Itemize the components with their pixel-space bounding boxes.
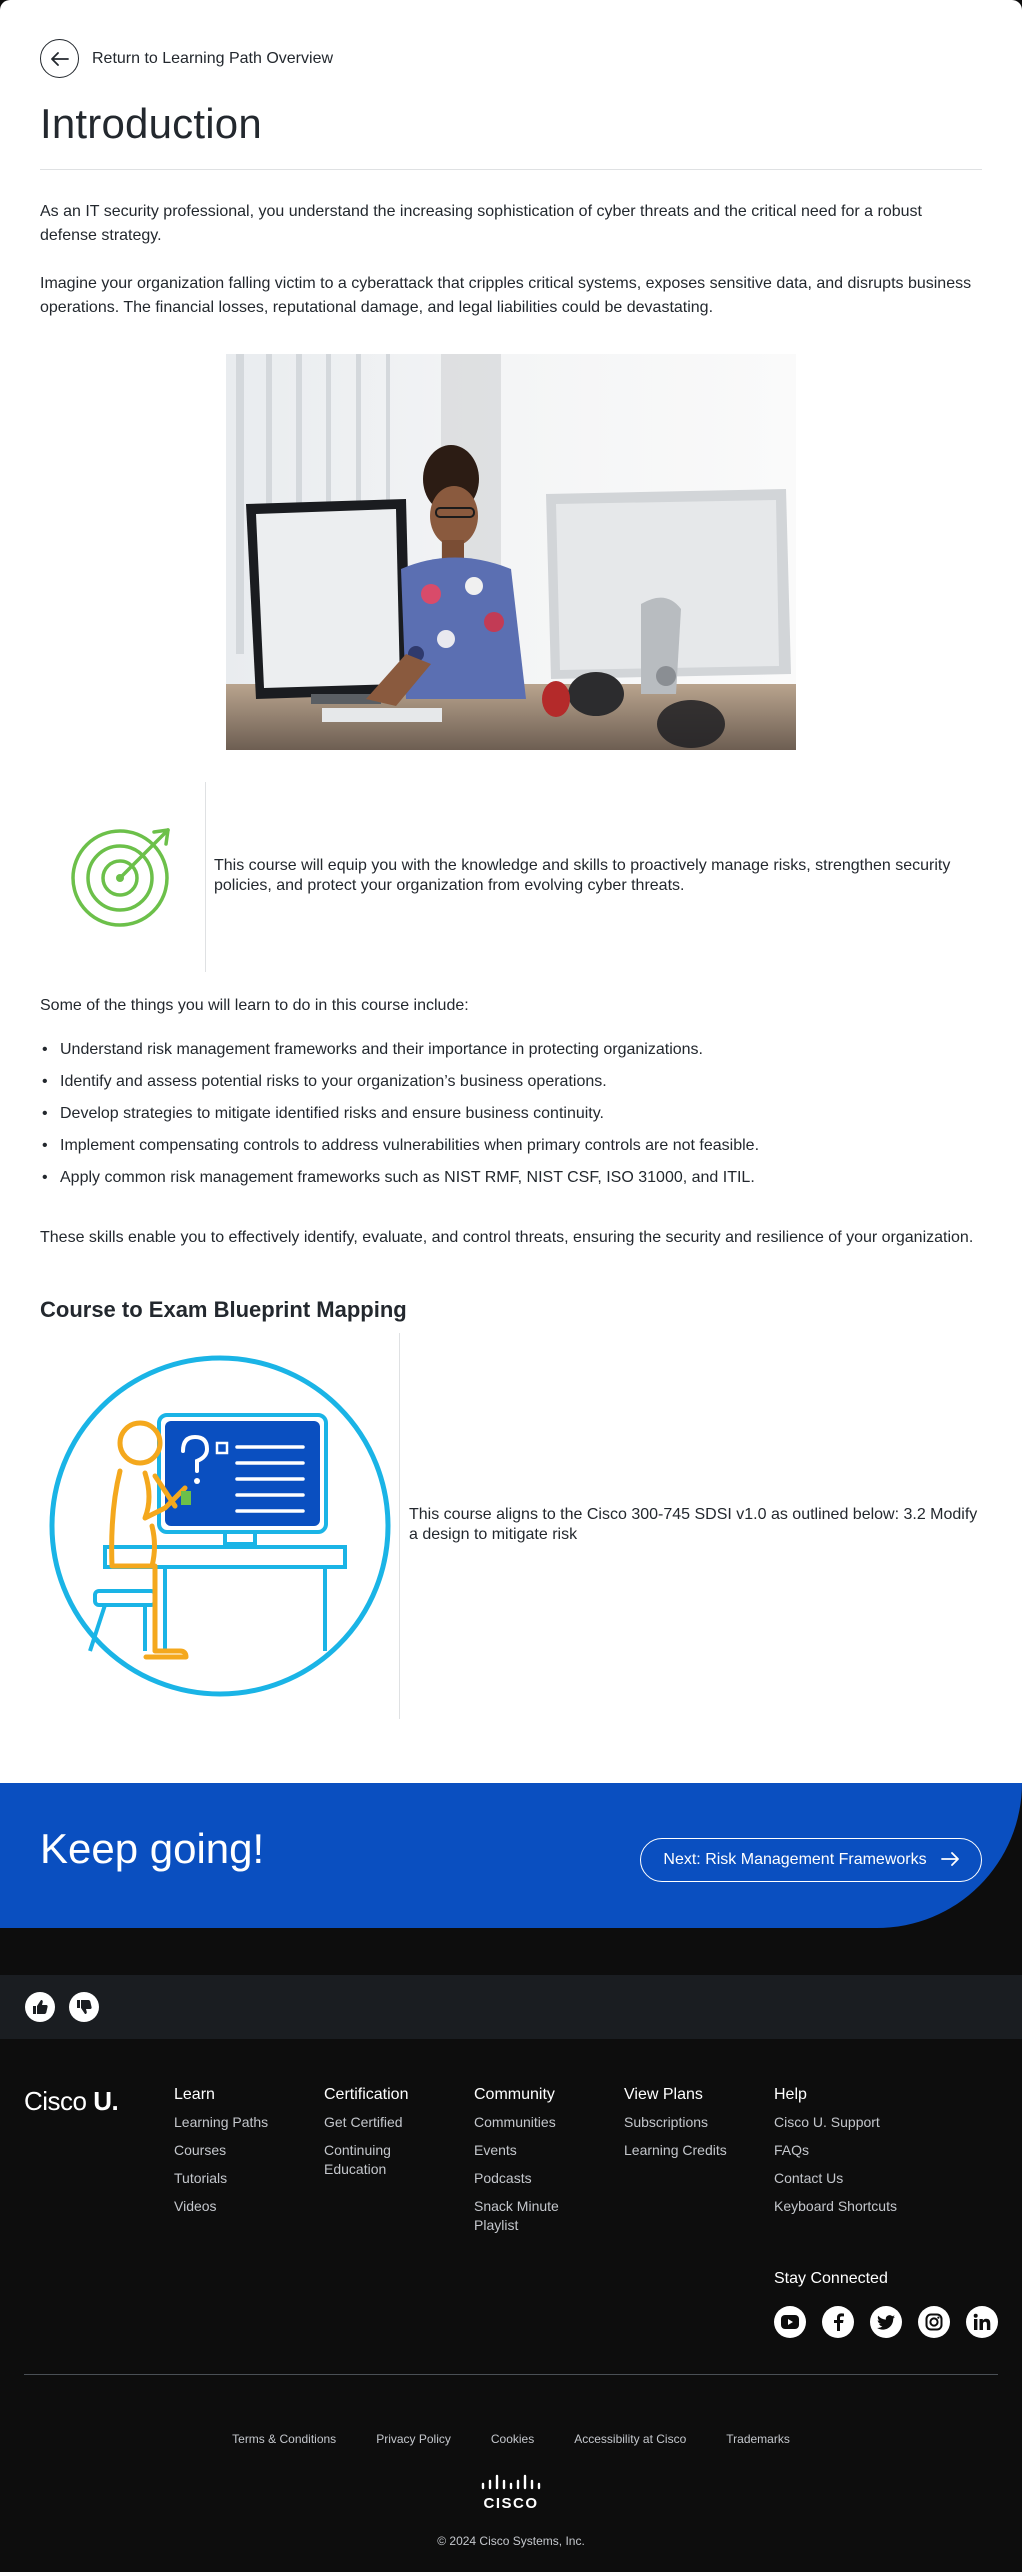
- blueprint-mapping-card: [40, 1333, 982, 1719]
- mapping-divider: [399, 1333, 400, 1719]
- back-to-learning-path-link[interactable]: [40, 39, 333, 78]
- footer-divider: [24, 2374, 998, 2375]
- title-divider: [40, 169, 982, 170]
- footer-column-certification: [324, 2086, 464, 2188]
- list-item: • Implement compensating controls to address vulnerabilities when primary controls are not feasible.: [40, 1136, 980, 1168]
- instagram-icon[interactable]: [918, 2306, 950, 2338]
- footer-link-communities[interactable]: Communities: [474, 2114, 556, 2130]
- callout-divider: [205, 782, 206, 972]
- thumbs-down-icon[interactable]: [69, 1992, 99, 2022]
- footer-link-videos[interactable]: Videos: [174, 2198, 217, 2214]
- footer-column-title: Help: [774, 2086, 807, 2103]
- cisco-wordmark: CISCO: [483, 2495, 539, 2512]
- footer-column-title: Certification: [324, 2086, 409, 2103]
- back-link-label: Return to Learning Path Overview: [92, 49, 334, 67]
- footer-link-snack-minute-playlist[interactable]: Snack Minute Playlist: [474, 2198, 559, 2233]
- copyright: © 2024 Cisco Systems, Inc.: [437, 2534, 585, 2548]
- legal-link-terms[interactable]: Terms & Conditions: [232, 2432, 337, 2446]
- stay-connected-label: Stay Connected: [774, 2270, 888, 2287]
- logo-text: Cisco: [24, 2086, 87, 2116]
- footer-column-title: Learn: [174, 2086, 215, 2103]
- footer-link-podcasts[interactable]: Podcasts: [474, 2170, 532, 2186]
- arrow-left-icon: [40, 39, 79, 78]
- footer-link-tutorials[interactable]: Tutorials: [174, 2170, 228, 2186]
- cisco-u-logo[interactable]: [24, 2086, 118, 2117]
- footer-link-get-certified[interactable]: Get Certified: [324, 2114, 403, 2130]
- list-item: • Understand risk management frameworks and their importance in protecting organizations.: [40, 1040, 980, 1072]
- callout-text: This course will equip you with the knowledge and skills to proactively manage risks, strengthen security policies, and protect your organization from evolving cyber threats.: [214, 857, 951, 894]
- intro-paragraph-2: Imagine your organization falling victim to a cyberattack that cripples critical systems, exposes sensitive data, and disrupts business operations. The financial losses, reputational damage, and legal liabilities could be devastating.: [40, 275, 972, 316]
- footer-column-community: [474, 2086, 614, 2244]
- keep-going-section: [0, 1783, 1022, 1928]
- list-item: • Develop strategies to mitigate identified risks and ensure business continuity.: [40, 1104, 980, 1136]
- legal-link-accessibility[interactable]: Accessibility at Cisco: [574, 2432, 687, 2446]
- legal-link-cookies[interactable]: Cookies: [490, 2432, 535, 2446]
- mapping-heading: Course to Exam Blueprint Mapping: [40, 1297, 407, 1322]
- footer-link-keyboard-shortcuts[interactable]: Keyboard Shortcuts: [774, 2198, 897, 2214]
- footer-link-continuing-education[interactable]: Continuing Education: [324, 2142, 391, 2177]
- footer-link-courses[interactable]: Courses: [174, 2142, 227, 2158]
- list-item: • Identify and assess potential risks to your organization’s business operations.: [40, 1072, 980, 1104]
- linkedin-icon[interactable]: [966, 2306, 998, 2338]
- learning-objectives-list: [40, 1040, 980, 1200]
- facebook-icon[interactable]: [822, 2306, 854, 2338]
- footer-link-learning-credits[interactable]: Learning Credits: [624, 2142, 727, 2158]
- page-title: Introduction: [40, 100, 262, 147]
- keep-going-banner: [0, 1783, 1022, 1928]
- legal-link-trademarks[interactable]: Trademarks: [726, 2432, 790, 2446]
- logo-mark: U.: [93, 2086, 119, 2116]
- hero-photo: [226, 354, 796, 750]
- footer-link-contact-us[interactable]: Contact Us: [774, 2170, 844, 2186]
- skills-summary: These skills enable you to effectively identify, evaluate, and control threats, ensuring the security and resilience of your organization.: [40, 1229, 974, 1246]
- legal-links: [0, 2432, 1022, 2446]
- footer-link-learning-paths[interactable]: Learning Paths: [174, 2114, 269, 2130]
- learn-intro: Some of the things you will learn to do in this course include:: [40, 997, 469, 1014]
- next-lesson-button[interactable]: [640, 1838, 982, 1882]
- target-icon: [70, 822, 176, 928]
- footer-link-support[interactable]: Cisco U. Support: [774, 2114, 880, 2130]
- footer-link-subscriptions[interactable]: Subscriptions: [624, 2114, 709, 2130]
- next-lesson-label: Next: Risk Management Frameworks: [663, 1851, 927, 1868]
- keep-going-title: Keep going!: [40, 1825, 265, 1872]
- footer-link-events[interactable]: Events: [474, 2142, 517, 2158]
- mapping-text: This course aligns to the Cisco 300-745 SDSI v1.0 as outlined below: 3.2 Modify a design to mitigate risk: [409, 1506, 978, 1543]
- youtube-icon[interactable]: [774, 2306, 806, 2338]
- footer-link-faqs[interactable]: FAQs: [774, 2142, 810, 2158]
- footer-column-view-plans: [624, 2086, 764, 2169]
- site-footer: [0, 2039, 1022, 2572]
- legal-link-privacy[interactable]: Privacy Policy: [376, 2432, 451, 2446]
- twitter-icon[interactable]: [870, 2306, 902, 2338]
- footer-column-title: Community: [474, 2086, 555, 2103]
- arrow-right-icon: [941, 1850, 959, 1871]
- feedback-bar: [0, 1975, 1022, 2039]
- footer-column-learn: [174, 2086, 314, 2225]
- intro-paragraph-1: As an IT security professional, you understand the increasing sophistication of cyber threats and the critical need for a robust defense strategy.: [40, 203, 922, 244]
- list-item: • Apply common risk management frameworks such as NIST RMF, NIST CSF, ISO 31000, and ITIL.: [40, 1168, 980, 1200]
- cisco-logo[interactable]: [477, 2472, 545, 2512]
- social-links: [774, 2306, 1014, 2338]
- learner-at-computer-illustration: [45, 1351, 395, 1701]
- footer-column-title: View Plans: [624, 2086, 703, 2103]
- course-goal-callout: [40, 782, 982, 972]
- footer-column-help: [774, 2086, 974, 2225]
- thumbs-up-icon[interactable]: [25, 1992, 55, 2022]
